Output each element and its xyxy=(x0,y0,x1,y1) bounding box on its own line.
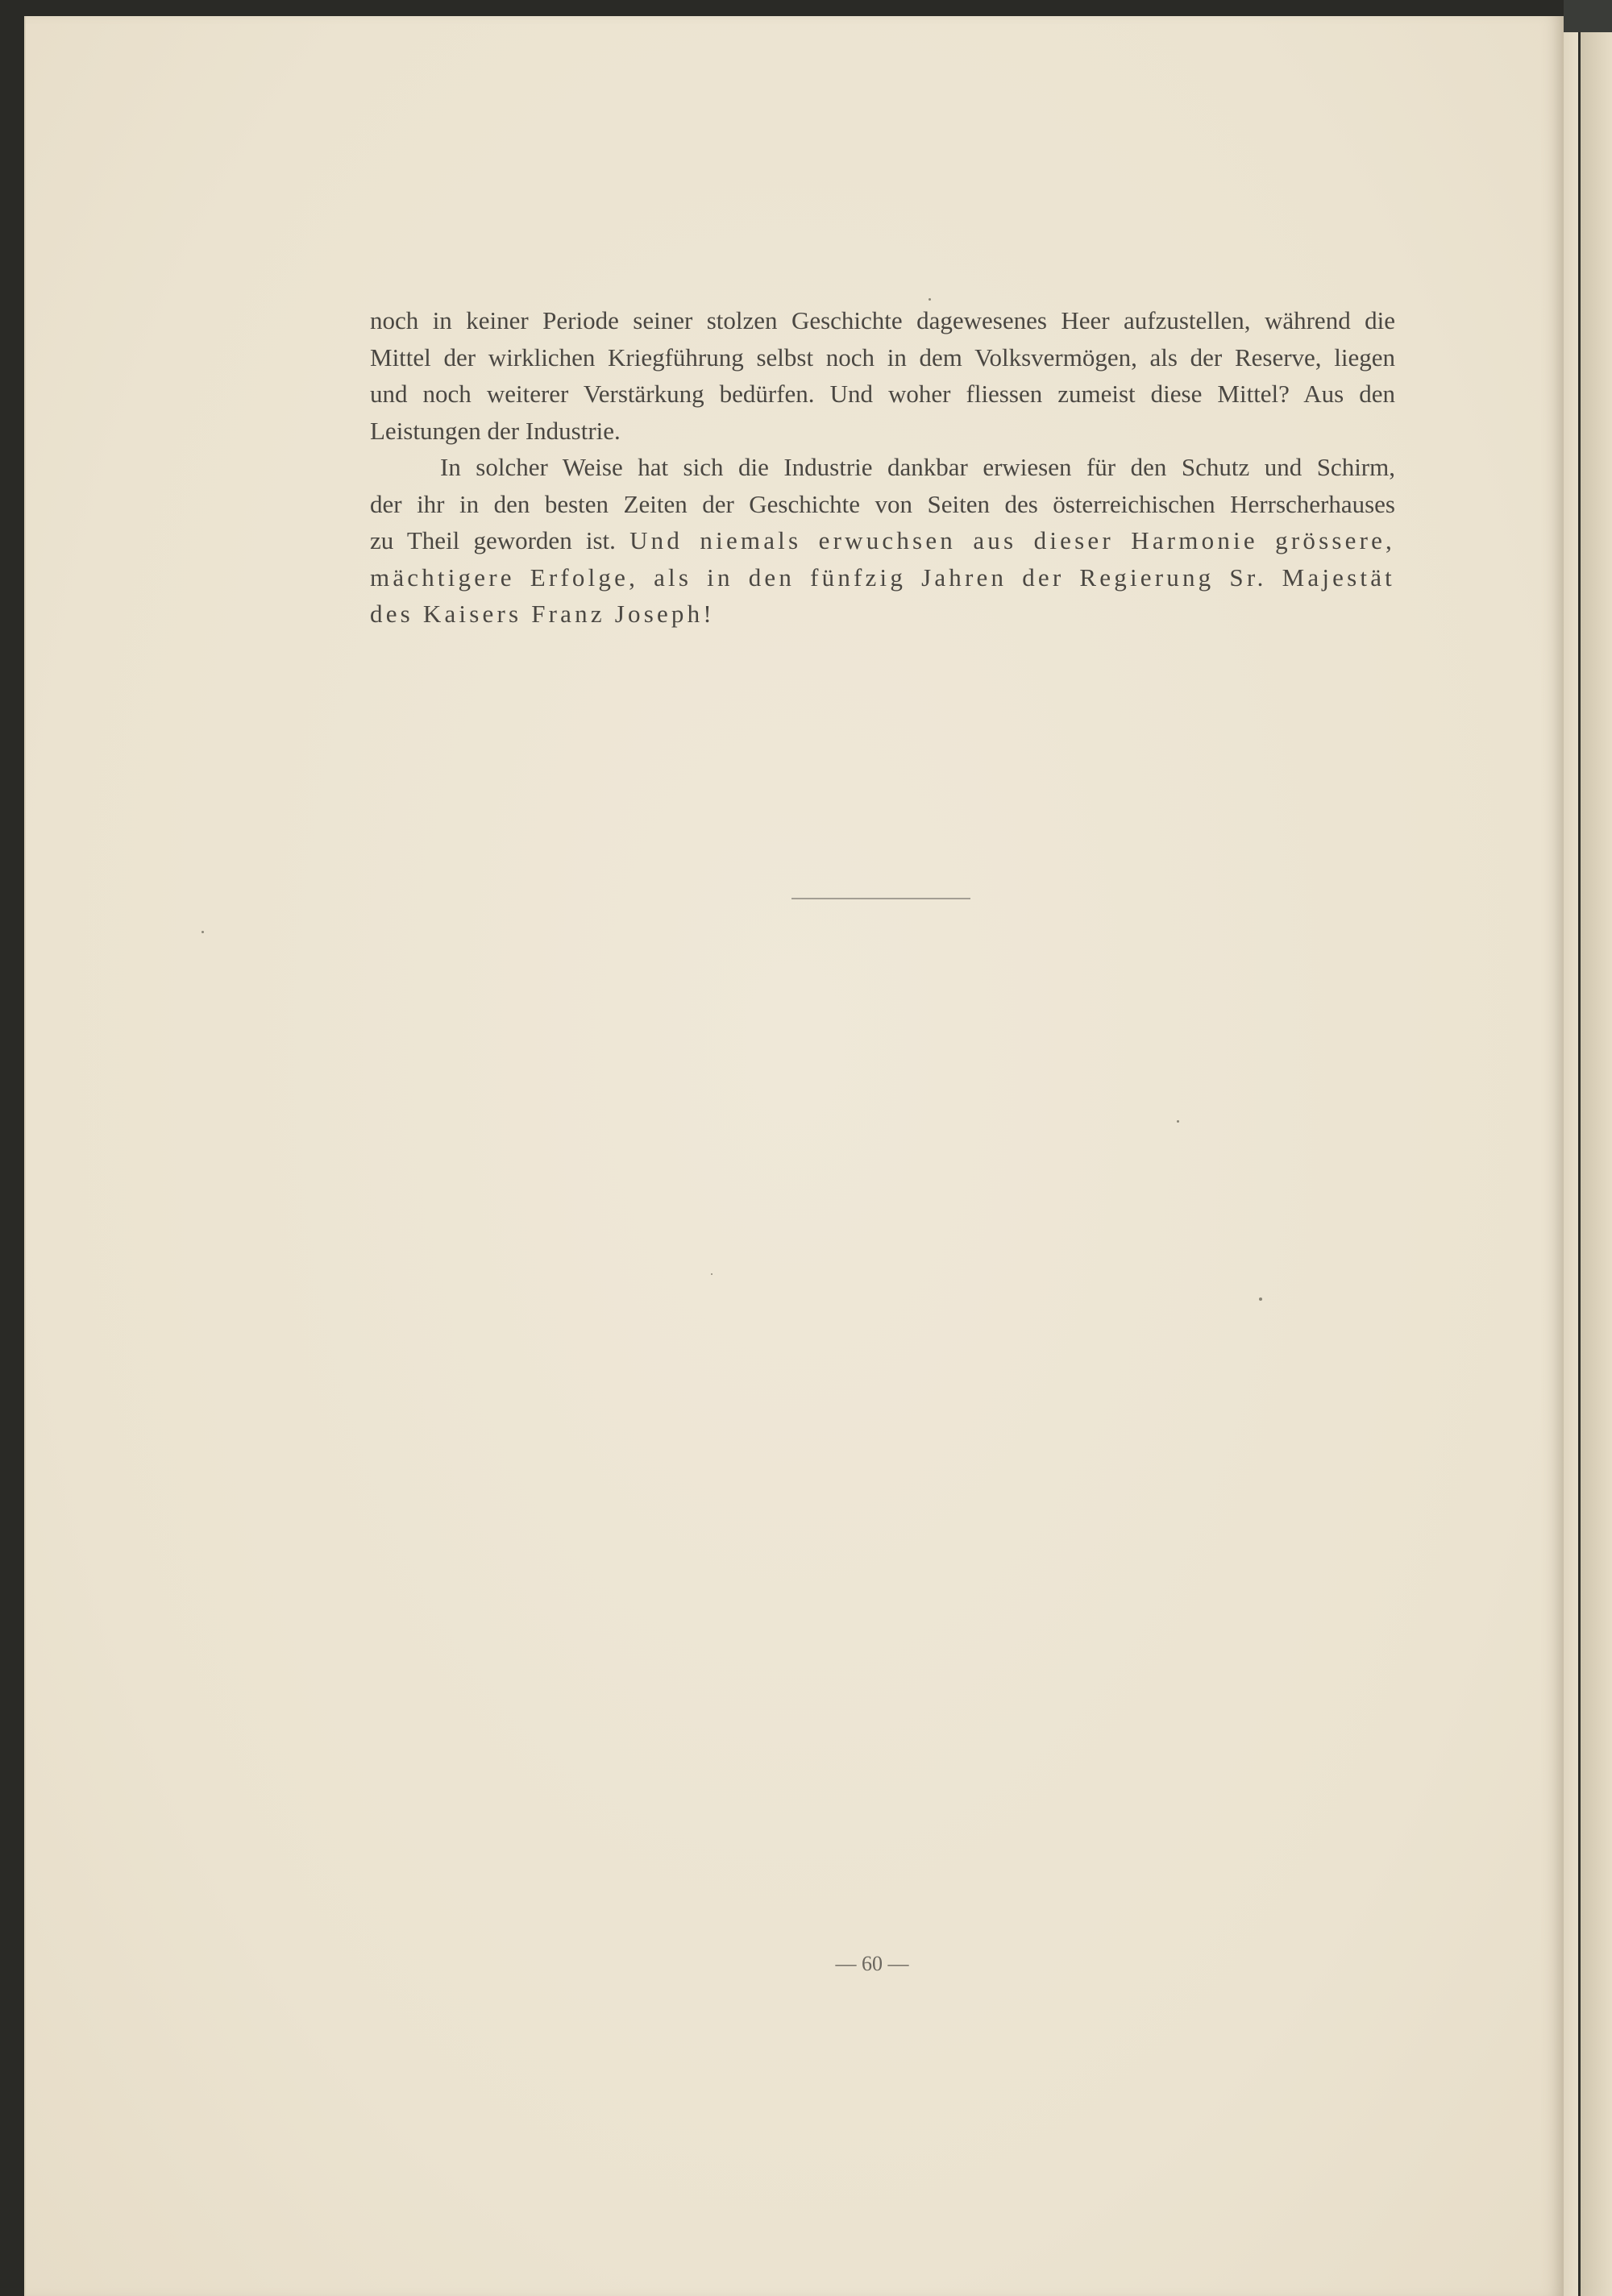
section-divider xyxy=(791,898,970,899)
text-line: Leistungen der Industrie. xyxy=(370,416,621,445)
text-line: Mittel der wirklichen Kriegführung selbst noch in dem Volksvermögen, als der Reserve, liegen xyxy=(370,343,1395,372)
adjacent-page-strip xyxy=(1581,32,1612,2296)
text-line-mixed xyxy=(370,522,1395,559)
text-line-spaced: mächtigere Erfolge, als in den fünfzig Jahren der Regierung Sr. Majestät xyxy=(370,563,1395,592)
text-line: der ihr in den besten Zeiten der Geschichte von Seiten des österreichischen Herrscherhauses xyxy=(370,489,1395,518)
text-line: noch in keiner Periode seiner stolzen Geschichte dagewesenes Heer aufzustellen, während die xyxy=(370,306,1395,334)
paper-speck xyxy=(1177,1120,1179,1123)
book-page xyxy=(24,16,1564,2296)
paper-speck xyxy=(202,931,204,933)
text-line-spaced: des Kaisers Franz Joseph! xyxy=(370,600,715,628)
page-number: — 60 — xyxy=(835,1952,909,1975)
text-segment-plain: zu Theil geworden ist. xyxy=(370,526,616,554)
text-line: In solcher Weise hat sich die Industrie dankbar erwiesen für den Schutz und Schirm, xyxy=(440,453,1395,481)
paper-speck xyxy=(1259,1297,1262,1301)
paper-speck xyxy=(929,298,931,301)
text-segment-spaced: Und niemals erwuchsen aus dieser Harmonie grössere, xyxy=(629,526,1395,554)
body-text xyxy=(370,302,1395,633)
paper-speck xyxy=(711,1273,713,1275)
text-line: und noch weiterer Verstärkung bedürfen. Und woher fliessen zumeist diese Mittel? Aus den xyxy=(370,380,1395,408)
